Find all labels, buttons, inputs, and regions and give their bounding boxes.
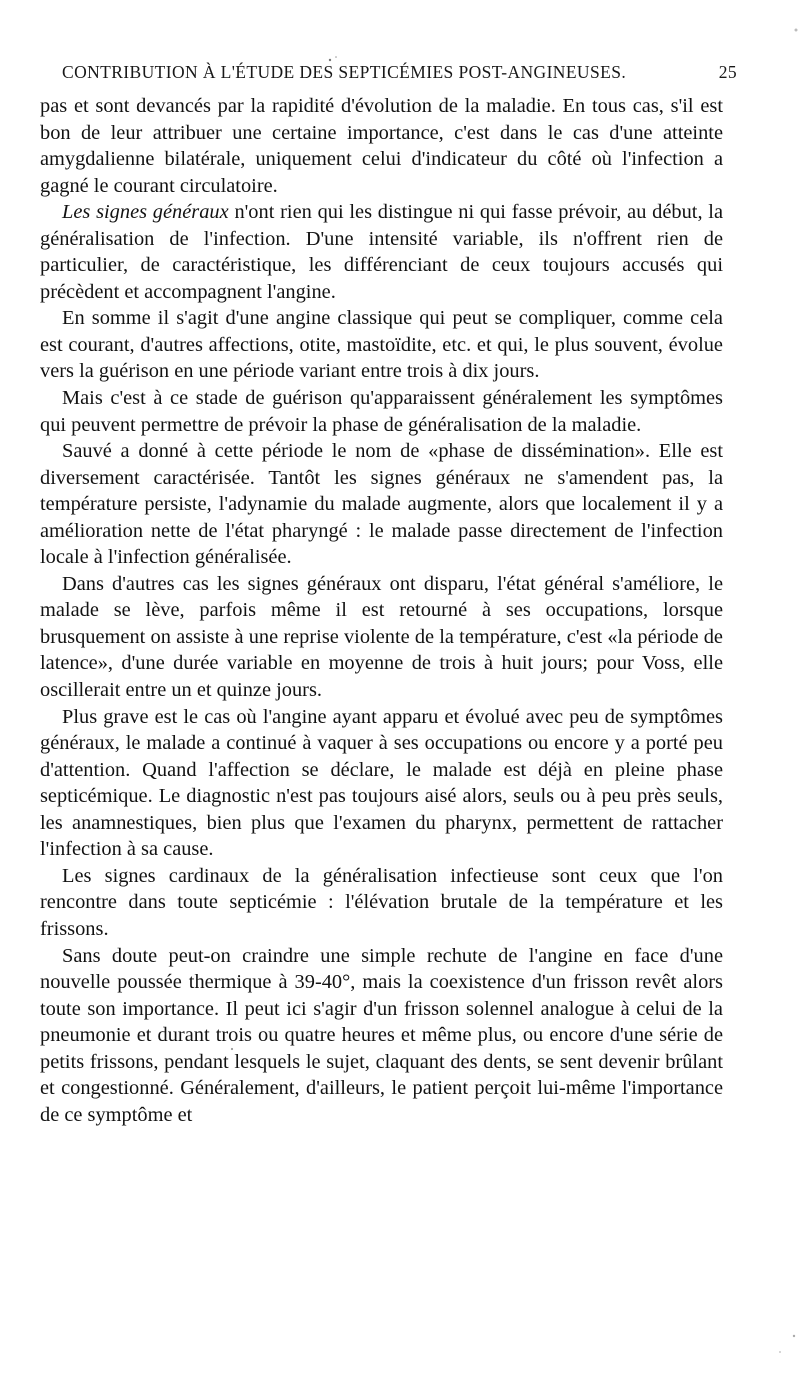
page-number: 25 <box>718 62 737 82</box>
paragraph-4 <box>40 385 723 438</box>
paragraph-3 <box>40 305 723 385</box>
paragraph-3-text: En somme il s'agit d'une angine classique qui peut se compliquer, comme cela est courant, d'autres affections, otite, mastoïdite, etc. et qui, le plus souvent, évolue vers la guérison en une période variant entre trois à dix jours. <box>40 307 723 383</box>
running-header <box>62 62 737 86</box>
paragraph-1-text: pas et sont devancés par la rapidité d'évolution de la maladie. En tous cas, s'il est bon de leur attribuer une certaine importance, c'est dans le cas d'une atteinte amygdalienne bilatérale, uniquement celui d'indicateur du côté où l'infection a gagné le courant circulatoire. <box>40 95 723 197</box>
paragraph-7-text: Plus grave est le cas où l'angine ayant apparu et évolué avec peu de symptômes généraux, le malade a continué à vaquer à ses occupations ou encore y a porté peu d'attention. Quand l'affection se déclare, le malade est déjà en pleine phase septicémique. Le diagnostic n'est pas toujours aisé alors, seuls ou à peu près seuls, les anamnestiques, bien plus que l'examen du pharynx, permettent de rattacher l'infection à sa cause. <box>40 705 723 861</box>
paragraph-7 <box>40 704 723 863</box>
paragraph-6-text: Dans d'autres cas les signes généraux ont disparu, l'état général s'améliore, le malade se lève, parfois même il est retourné à ses occupations, lorsque brusquement on assiste à une reprise violente de la température, c'est «la période de latence», d'une durée variable en moyenne de trois à huit jours; pour Voss, elle oscillerait entre un et quinze jours. <box>40 572 723 702</box>
paragraph-8-text: Les signes cardinaux de la généralisation infectieuse sont ceux que l'on rencontre dans toute septicémie : l'élévation brutale de la température et les frissons. <box>40 864 723 940</box>
body-text <box>40 93 723 1128</box>
paragraph-2-emphasis: Les signes généraux <box>62 201 229 224</box>
paragraph-5 <box>40 438 723 571</box>
paragraph-1 <box>40 93 723 199</box>
paragraph-4-text: Mais c'est à ce stade de guérison qu'apparaissent généralement les symptômes qui peuvent permettre de prévoir la phase de généralisation de la maladie. <box>40 387 723 436</box>
paragraph-6 <box>40 571 723 704</box>
paragraph-5-text: Sauvé a donné à cette période le nom de «phase de dissémination». Elle est diversement caractérisée. Tantôt les signes généraux ne s'amendent pas, la température persiste, l'adynamie du malade augmente, alors que localement il y a amélioration nette de l'état pharyngé : le malade passe directement de l'infection locale à l'infection généralisée. <box>40 440 723 569</box>
running-title: CONTRIBUTION À L'ÉTUDE DES SEPTICÉMIES POST-ANGINEUSES. <box>62 62 627 82</box>
paragraph-2 <box>40 199 723 305</box>
paragraph-2-text: n'ont rien qui les distingue ni qui fasse prévoir, au début, la généralisation de l'infection. D'une intensité variable, ils n'offrent rien de particulier, de caractéristique, les différenciant de ceux toujours accusés qui précèdent et accompagnent l'angine. <box>40 201 724 303</box>
paragraph-9 <box>40 943 723 1129</box>
paragraph-9-text: Sans doute peut-on craindre une simple rechute de l'angine en face d'une nouvelle poussée thermique à 39-40°, mais la coexistence d'un frisson revêt alors toute son importance. Il peut ici s'agir d'un frisson solennel analogue à celui de la pneumonie et durant trois ou quatre heures et même plus, ou encore d'une série de petits frissons, pendant lesquels le sujet, claquant des dents, se sent devenir brûlant et congestionné. Généralement, d'ailleurs, le patient perçoit lui-même l'importance de ce symptôme et <box>40 944 723 1126</box>
paragraph-8 <box>40 863 723 943</box>
